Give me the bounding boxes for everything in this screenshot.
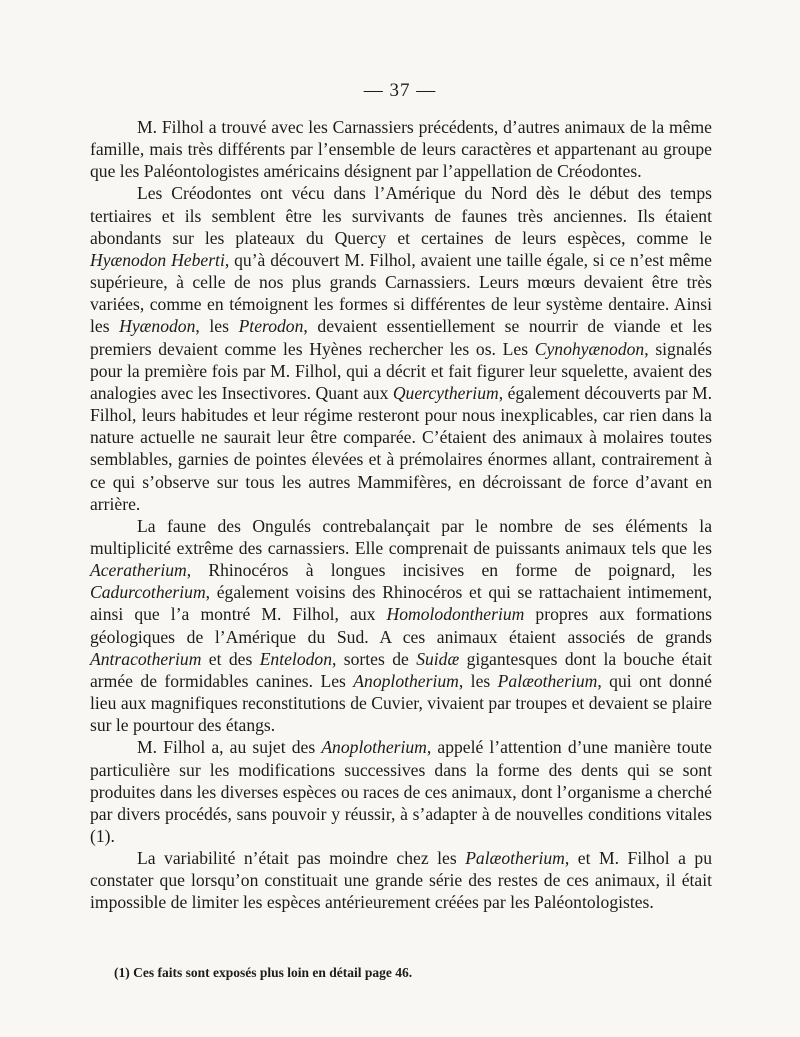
text-run: , sortes de: [332, 648, 417, 669]
text-run: , qui ont donné lieu aux magnifiques reconstitutions de Cuvier, vivaient par troupes et devaient se plaire sur le pourtour des étangs.: [90, 670, 712, 736]
italic-term: Homolodontherium: [386, 604, 525, 625]
text-run: M. Filhol a trouvé avec les Carnassiers précédents, d’autres animaux de la même famille, mais très différents par l’ensemble de leurs caractères et appartenant au groupe que les Paléontologistes américains désignent par l’appellation de Créodontes.: [90, 117, 712, 182]
italic-term: Cynohyænodon: [534, 338, 645, 359]
text-run: , Rhinocéros à longues incisives en forme de poignard, les: [186, 560, 712, 581]
text-run: Les Créodontes ont vécu dans l’Amérique du Nord dès le début des temps tertiaires et ils semblent être les survivants de faunes très anciennes. Ils étaient abondants sur les plateaux du Quercy et certaines de leurs espèces, comme le: [90, 183, 712, 248]
text-run: et des: [201, 648, 260, 669]
italic-term: Hyænodon Heberti: [90, 249, 225, 270]
text-run: , les: [195, 316, 239, 337]
text-run: , signalés pour la première fois par M. Filhol, qui a décrit et fait figurer leur squelette, avaient des analogies avec les Insectivores. Quant aux: [90, 338, 712, 403]
text-run: , les: [458, 670, 498, 691]
italic-term: Cadurcotherium: [90, 582, 206, 603]
italic-term: Quercytherium: [392, 382, 499, 403]
italic-term: Antracotherium: [90, 648, 202, 669]
italic-term: Hyænodon: [119, 316, 196, 337]
footnote: (1) Ces faits sont exposés plus loin en détail page 46.: [114, 965, 413, 980]
paragraph: [90, 515, 712, 737]
text-run: , qu’à découvert M. Filhol, avaient une taille égale, si ce n’est même supérieure, à celle de nos plus grands Carnassiers. Leurs mœurs devaient être très variées, comme en témoignent les formes si différentes de leur système dentaire. Ainsi les: [90, 249, 712, 337]
text-run: , également voisins des Rhinocéros et qui se rattachaient intimement, ainsi que l’a montré M. Filhol, aux: [90, 582, 712, 625]
italic-term: Palæotherium: [497, 670, 598, 691]
italic-term: Suidæ: [416, 648, 460, 669]
italic-term: Aceratherium: [90, 560, 187, 581]
paragraph: [90, 116, 712, 182]
text-run: La faune des Ongulés contrebalançait par le nombre de ses éléments la multiplicité extrême des carnassiers. Elle comprenait de puissants animaux tels que les: [90, 515, 712, 558]
italic-term: Pterodon: [238, 316, 304, 337]
text-run: , et M. Filhol a pu constater que lorsqu’on constituait une grande série des restes de ces animaux, il était impossible de limiter les espèces antérieurement créées par les Paléontologistes.: [90, 848, 712, 913]
text-run: propres aux formations géologiques de l’Amérique du Sud. A ces animaux étaient associés de grands: [90, 604, 712, 647]
paragraph: [90, 847, 712, 913]
italic-term: Anoplotherium: [321, 737, 427, 758]
italic-term: Palæotherium: [465, 848, 565, 869]
body-text: [90, 116, 712, 914]
text-run: La variabilité n’était pas moindre chez les: [137, 848, 466, 869]
text-run: gigantesques dont la bouche était armée de formidables canines. Les: [90, 648, 712, 691]
page-number: — 37 —: [363, 80, 437, 101]
italic-term: Entelodon: [259, 648, 333, 669]
paragraph: [90, 182, 712, 514]
italic-term: Anoplotherium: [353, 670, 459, 691]
text-run: , devaient essentiellement se nourrir de viande et les premiers devaient comme les Hyènes rechercher les os. Les: [90, 316, 712, 359]
text-run: , appelé l’attention d’une manière toute particulière sur les modifications successives dans la forme des dents qui se sont produites dans les diverses espèces ou races de ces animaux, dont l’organisme a cherché par divers procédés, sans pouvoir y réussir, à s’adapter à de nouvelles conditions vitales (1).: [90, 737, 712, 846]
text-run: M. Filhol a, au sujet des: [137, 737, 322, 758]
paragraph: [90, 736, 712, 847]
text-run: , également découverts par M. Filhol, leurs habitudes et leur régime resteront pour nous inexplicables, car rien dans la nature actuelle ne saurait leur être comparée. C’étaient des animaux à molaires toutes semblables, garnies de pointes élevées et à prémolaires énormes allant, contrairement à ce qui s’observe sur tous les autres Mammifères, en décroissant de force d’avant en arrière.: [90, 382, 712, 514]
